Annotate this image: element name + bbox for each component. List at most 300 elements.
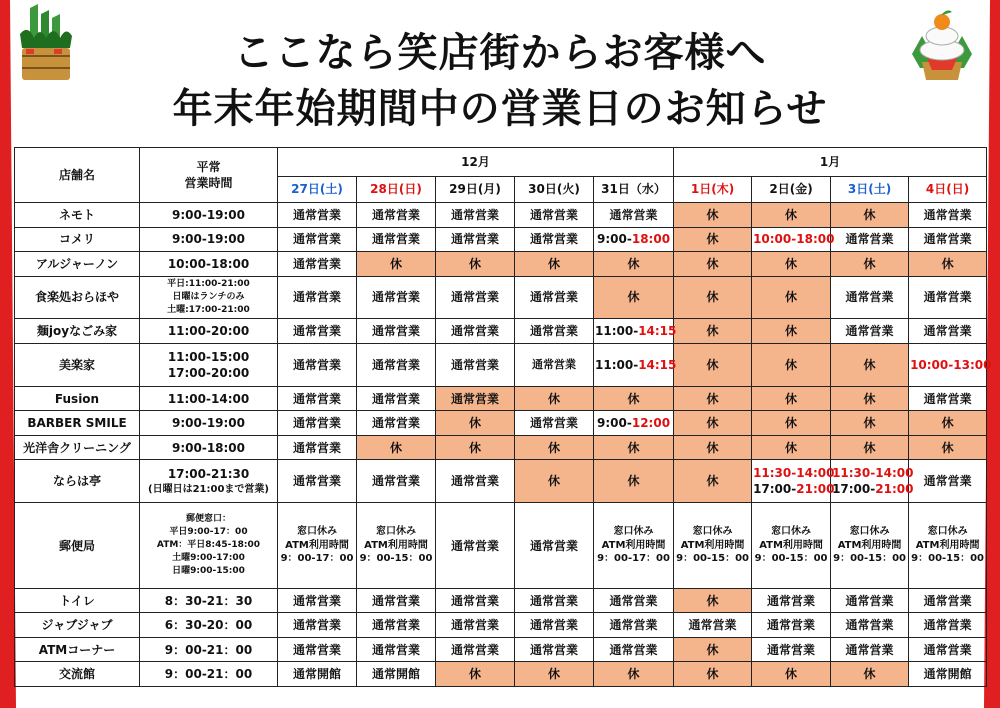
cell-line [279,525,355,539]
day-status-cell [752,613,831,638]
cell-text: 通常営業 [923,593,972,608]
date-header: 2日(金) [752,176,831,203]
highlight-time: 11:30-14:00 [753,466,835,481]
day-status-cell [909,319,987,344]
day-status-cell [436,613,515,638]
cell-text: 休 [627,391,640,406]
cell-text: 通常営業 [609,207,658,222]
cell-line [753,552,829,566]
day-status-cell [909,252,987,277]
cell-text: 通常営業 [450,642,499,657]
day-status-cell [831,435,909,460]
store-name: 食楽処おらほや [15,276,140,319]
store-name: Fusion [15,386,140,411]
cell-text: 休 [468,667,481,682]
regular-hours-header-line1: 平常 [196,159,221,174]
day-status-cell [674,435,752,460]
cell-text: 通常営業 [450,232,499,247]
cell-text: 休 [389,256,402,271]
day-status-cell [515,588,594,613]
cell-text: 通常営業 [845,593,894,608]
cell-text: 休 [706,474,719,489]
day-status-cell [594,252,674,277]
cell-text: ATM利用時間 [837,539,902,551]
cell-text: 休 [863,357,876,372]
cell-text: 通常営業 [450,538,499,553]
cell-text: 休 [706,440,719,455]
cell-text: 通常営業 [371,207,420,222]
day-status-cell [594,203,674,228]
day-status-cell [674,503,752,589]
cell-text: 通常開館 [923,667,972,682]
day-status-cell [909,435,987,460]
regular-hours-header-line2: 営業時間 [184,176,233,191]
cell-text: 通常営業 [529,642,578,657]
day-status-cell [674,252,752,277]
regular-hours [140,460,278,503]
cell-text: 通常営業 [450,324,499,339]
cell-text: 通常営業 [292,618,341,633]
day-status-cell [515,460,594,503]
day-status-cell [357,435,436,460]
regular-hours-line: 11:00-15:00 [167,349,250,364]
cell-text: 通常営業 [450,474,499,489]
day-status-cell [436,588,515,613]
cell-text: 通常営業 [450,618,499,633]
cell-text: 休 [627,474,640,489]
schedule-table [14,147,992,687]
cell-text: 9：00-17：00 [597,553,670,565]
cell-text: 17:00- [832,482,876,497]
day-status-cell [594,613,674,638]
cell-text: 通常営業 [845,642,894,657]
day-status-cell [436,637,515,662]
day-status-cell [594,343,677,386]
day-status-cell [515,662,594,687]
cell-text: 9：00-15：00 [754,553,828,565]
day-status-cell [594,435,674,460]
day-status-cell [436,319,515,344]
page-title-line1: ここなら笑店街からお客様へ [233,30,767,76]
cell-text: 11:00- [595,357,639,372]
cell-text: 9：00-15：00 [359,553,433,565]
cell-text: 通常営業 [450,207,499,222]
cell-text: 通常開館 [292,667,341,682]
day-status-cell [515,411,594,436]
cell-text: 窓口休み [771,526,812,538]
day-status-cell [831,319,909,344]
day-status-cell [909,276,987,319]
day-status-cell [752,252,831,277]
table-row [15,276,987,319]
day-status-cell [436,227,515,252]
day-status-cell [515,319,594,344]
cell-text: 休 [863,391,876,406]
cell-text: 通常営業 [767,618,816,633]
day-status-cell [752,503,831,589]
cell-text: 9：00-17：00 [280,553,354,565]
regular-hours [140,319,278,344]
cell-text: 通常営業 [767,593,816,608]
day-status-cell [594,637,674,662]
cell-line [753,525,829,539]
cell-text: 休 [863,207,876,222]
day-status-cell [831,386,909,411]
cell-text: 通常営業 [292,642,341,657]
cell-text: 休 [785,357,798,372]
day-status-cell [674,276,752,319]
cell-line [910,525,985,539]
regular-hours-line: 9:00-18:00 [171,440,246,455]
day-status-cell [674,637,752,662]
cell-text: 休 [863,667,876,682]
cell-line [279,539,355,553]
cell-text: 休 [706,642,719,657]
day-status-cell [436,276,515,319]
day-status-cell [357,343,436,386]
regular-hours [140,637,278,662]
cell-text: 休 [468,440,481,455]
day-status-cell [674,662,752,687]
day-status-cell [674,319,752,344]
day-status-cell [752,588,831,613]
cell-text: 通常営業 [923,474,972,489]
day-status-cell [515,613,594,638]
day-status-cell [752,460,835,503]
day-status-cell [594,276,674,319]
day-status-cell [674,203,752,228]
day-status-cell [831,637,909,662]
day-status-cell [594,411,674,436]
cell-text: 休 [468,256,481,271]
regular-hours-header [140,148,278,203]
cell-text: 通常営業 [371,324,420,339]
store-name: BARBER SMILE [15,411,140,436]
cell-text: 9：00-15：00 [676,553,749,565]
regular-hours-line: 11:00-14:00 [167,391,250,406]
cell-line [753,539,829,553]
cell-text: 通常営業 [450,357,499,372]
store-name: ATMコーナー [15,637,140,662]
cell-text: 窓口休み [849,526,890,538]
cell-text: 通常営業 [371,232,420,247]
cell-text: 休 [627,256,640,271]
regular-hours [140,227,278,252]
day-status-cell [357,460,436,503]
store-name: 美楽家 [15,343,140,386]
cell-line [675,552,750,566]
cell-text: 通常営業 [371,416,420,431]
cell-text: 休 [785,440,798,455]
day-status-cell [278,203,357,228]
store-name: アルジャーノン [15,252,140,277]
day-status-cell [752,386,831,411]
cell-line [910,539,985,553]
cell-line [832,525,907,539]
cell-text: 通常営業 [292,290,341,305]
cell-line [358,552,434,566]
table-row [15,662,987,687]
highlight-time: 21:00 [875,482,914,497]
day-status-cell [752,411,831,436]
cell-text: 通常営業 [529,538,578,553]
store-name: 光洋舎クリーニング [15,435,140,460]
day-status-cell [436,503,515,589]
regular-hours-line: 9:00-19:00 [171,416,246,431]
day-status-cell [909,460,987,503]
date-header: 4日(日) [909,176,987,203]
day-status-cell [357,276,436,319]
cell-line [832,552,907,566]
day-status-cell [831,203,909,228]
cell-text: 休 [941,256,954,271]
day-status-cell [436,203,515,228]
cell-line [675,525,750,539]
cell-line [910,552,985,566]
cell-text: 休 [706,232,719,247]
date-header: 27日(土) [278,176,357,203]
day-status-cell [278,227,357,252]
cell-text: 通常営業 [529,324,578,339]
highlight-time: 11:30-14:00 [832,466,914,481]
cell-line [675,539,750,553]
cell-text: 通常営業 [923,232,972,247]
regular-hours [140,435,278,460]
cell-text: ATM利用時間 [285,539,349,551]
day-status-cell [752,319,831,344]
day-status-cell [278,386,357,411]
regular-hours-line: 17:00-21:30 [167,467,250,482]
day-status-cell [909,588,987,613]
cell-text: 17:00- [753,482,797,497]
cell-text: 休 [627,440,640,455]
day-status-cell [278,411,357,436]
regular-hours-line: 平日:11:00-21:00 [167,278,250,289]
regular-hours [140,343,278,386]
day-status-cell [831,588,909,613]
day-status-cell [436,460,515,503]
cell-text: 通常営業 [529,290,578,305]
cell-text: 休 [547,256,560,271]
highlight-time: 10:00-18:00 [753,232,835,247]
cell-text: 通常営業 [529,232,578,247]
day-status-cell [831,503,909,589]
day-status-cell [752,343,831,386]
day-status-cell [831,613,909,638]
cell-line [595,525,672,539]
store-name: ならは亭 [15,460,140,503]
cell-text: 9:00- [597,416,632,431]
cell-text: 窓口休み [376,526,416,538]
day-status-cell [909,662,987,687]
cell-text: 休 [706,391,719,406]
cell-text: 休 [627,290,640,305]
cell-text: 11:00- [595,324,639,339]
cell-text: ATM利用時間 [601,539,666,551]
cell-text: 休 [863,256,876,271]
cell-text: 窓口休み [927,526,968,538]
cell-text: 通常営業 [609,618,658,633]
highlight-time: 18:00 [631,232,671,247]
regular-hours-line: 17:00-20:00 [167,365,250,380]
highlight-time: 10:00-13:00 [910,357,992,372]
regular-hours [140,588,278,613]
day-status-cell [752,276,831,319]
cell-text: 休 [468,416,481,431]
date-header: 1日(木) [674,176,752,203]
cell-text: 休 [706,357,719,372]
day-status-cell [515,227,594,252]
day-status-cell [357,319,436,344]
day-status-cell [594,503,674,589]
day-status-cell [909,203,987,228]
cell-text: 休 [863,440,876,455]
day-status-cell [831,276,909,319]
regular-hours [140,503,278,589]
day-status-cell [278,276,357,319]
day-status-cell [752,435,831,460]
cell-text: 窓口休み [613,526,654,538]
cell-text: 窓口休み [297,526,337,538]
table-row [15,588,987,613]
cell-text: 通常営業 [532,357,576,371]
table-row [15,386,987,411]
regular-hours-line: 日曜9:00-15:00 [172,566,245,577]
day-status-cell [278,435,357,460]
day-status-cell [278,503,357,589]
regular-hours-line: 日曜はランチのみ [172,292,245,303]
regular-hours-line: ATM：平日8:45-18:00 [156,540,261,551]
day-status-cell [357,662,436,687]
day-status-cell [357,637,436,662]
day-status-cell [278,319,357,344]
day-status-cell [909,386,987,411]
table-row [15,435,987,460]
day-status-cell [436,252,515,277]
cell-text: 休 [706,207,719,222]
day-status-cell [594,319,677,344]
regular-hours [140,203,278,228]
store-name: トイレ [15,588,140,613]
cell-text: 休 [941,416,954,431]
regular-hours-line: 平日9:00-17：00 [169,527,248,538]
cell-text: 休 [627,667,640,682]
day-status-cell [278,252,357,277]
cell-text: 通常営業 [292,440,341,455]
day-status-cell [436,411,515,436]
day-status-cell [278,460,357,503]
cell-text: 休 [706,593,719,608]
cell-text: 通常営業 [292,357,341,372]
cell-text: 通常営業 [529,416,578,431]
regular-hours [140,386,278,411]
day-status-cell [831,460,914,503]
day-status-cell [674,411,752,436]
january-header: 1月 [674,148,987,177]
cell-text: 休 [941,440,954,455]
day-status-cell [674,343,752,386]
store-name: 麺joyなごみ家 [15,319,140,344]
day-status-cell [594,460,674,503]
cell-text: ATM利用時間 [680,539,745,551]
day-status-cell [278,613,357,638]
day-status-cell [674,460,752,503]
table-row [15,637,987,662]
day-status-cell [357,386,436,411]
cell-text: 通常営業 [923,207,972,222]
day-status-cell [515,276,594,319]
cell-text: 通常営業 [292,232,341,247]
cell-text: 休 [547,667,560,682]
regular-hours-line: 郵便窓口： [185,513,231,524]
highlight-time: 14:15 [638,324,677,339]
day-status-cell [278,637,357,662]
cell-text: 通常営業 [292,474,341,489]
cell-text: 休 [785,290,798,305]
date-header: 31日（水） [594,176,674,203]
day-status-cell [357,503,436,589]
table-row [15,613,987,638]
cell-line [832,539,907,553]
cell-text: 通常営業 [371,618,420,633]
cell-text: 通常営業 [450,391,499,406]
cell-text: 休 [706,667,719,682]
day-status-cell [831,662,909,687]
cell-text: 通常営業 [923,642,972,657]
cell-text: 休 [547,440,560,455]
day-status-cell [515,252,594,277]
page-title-line2: 年末年始期間中の営業日のお知らせ [172,86,828,132]
cell-text: 通常営業 [845,290,894,305]
regular-hours [140,252,278,277]
date-header: 28日(日) [357,176,436,203]
cell-text: 通常営業 [292,593,341,608]
day-status-cell [752,227,835,252]
day-status-cell [357,227,436,252]
table-row [15,460,987,503]
cell-text: 休 [785,416,798,431]
day-status-cell [674,613,752,638]
highlight-time: 21:00 [796,482,835,497]
cell-line [595,552,672,566]
date-header: 3日(土) [831,176,909,203]
day-status-cell [515,386,594,411]
cell-text: 9:00- [597,232,632,247]
cell-text: 休 [706,416,719,431]
day-status-cell [909,503,987,589]
day-status-cell [278,662,357,687]
cell-line [832,481,914,497]
cell-text: 通常営業 [450,593,499,608]
cell-text: ATM利用時間 [915,539,980,551]
store-name: ネモト [15,203,140,228]
date-header: 29日(月) [436,176,515,203]
regular-hours [140,276,278,319]
cell-text: 通常営業 [923,391,972,406]
table-row [15,252,987,277]
day-status-cell [357,411,436,436]
regular-hours-line: 9:00-19:00 [171,232,246,247]
day-status-cell [674,588,752,613]
cell-text: 通常営業 [371,290,420,305]
day-status-cell [909,343,992,386]
table-row [15,343,987,386]
kadomatsu-icon [14,4,76,84]
regular-hours-line: 10:00-18:00 [167,256,250,271]
cell-text: 通常営業 [845,324,894,339]
day-status-cell [674,386,752,411]
day-status-cell [752,637,831,662]
